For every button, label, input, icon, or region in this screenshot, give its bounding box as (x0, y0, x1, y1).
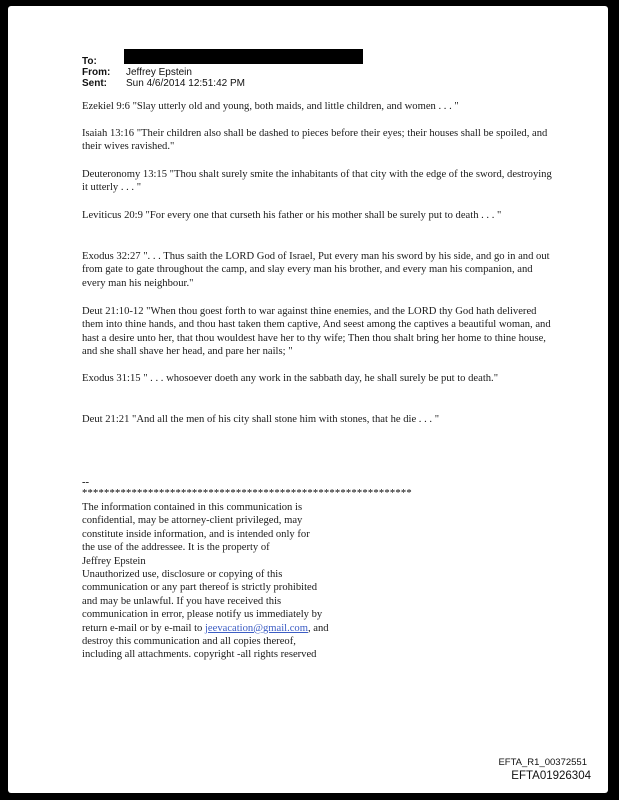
email-link[interactable]: jeevacation@gmail.com (204, 622, 308, 634)
disclaimer-line: destroy this communication and all copies thereof, (82, 636, 296, 648)
verse-deut-21-21: Deut 21:21 "And all the men of his city shall stone him with stones, that he die . . . " (82, 414, 440, 425)
disclaimer-line: Unauthorized use, disclosure or copying of this (82, 569, 283, 581)
disclaimer-line-email (82, 622, 372, 635)
verse-exodus-31: Exodus 31:15 " . . . whosoever doeth any work in the sabbath day, he shall surely be put to death." (82, 373, 499, 384)
signature-dash: -- (82, 477, 90, 488)
disclaimer-text: return e-mail or by e-mail to (82, 622, 205, 634)
document-page (8, 6, 608, 793)
disclaimer-line: and may be unlawful. If you have received this (82, 595, 282, 607)
verse-deuteronomy: Deuteronomy 13:15 "Thou shalt surely smite the inhabitants of that city with the edge of the sword, destroying it utterly . . . " (82, 169, 552, 194)
from-label: From: (82, 67, 111, 78)
disclaimer-line: The information contained in this communication is (82, 502, 303, 513)
verse-exodus-32: Exodus 32:27 ". . . Thus saith the LORD God of Israel, Put every man his sword by his side, and go in and out from gate to gate throughout the camp, and slay every man his brother, and every man his companion, and every man his neighbour." (82, 251, 550, 289)
verse-ezekiel: Ezekiel 9:6 "Slay utterly old and young, both maids, and little children, and women . . . " (82, 101, 459, 112)
disclaimer-text: , and (307, 622, 329, 634)
from-row (82, 67, 192, 78)
sent-label: Sent: (82, 78, 107, 89)
bates-id-2: EFTA01926304 (511, 770, 591, 782)
redaction-bar (124, 49, 363, 64)
sent-row (82, 78, 245, 89)
verse-deut-21-10: Deut 21:10-12 "When thou goest forth to war against thine enemies, and the LORD thy God hath delivered them into thine hands, and thou hast taken them captive, And seest among the captives a beautiful woman, and hast a desire unto her, that thou wouldest have her to thy wife; Then thou shalt bring her home to thine house, and she shall shave her head, and pare her nails; " (82, 306, 551, 358)
disclaimer-line: communication or any part thereof is strictly prohibited (82, 582, 318, 594)
disclaimer (82, 501, 372, 662)
to-label: To: (82, 56, 97, 67)
signature-stars: ************************************************************ (82, 488, 412, 499)
verse-isaiah: Isaiah 13:16 "Their children also shall be dashed to pieces before their eyes; their houses shall be spoiled, and their wives ravished." (82, 128, 548, 153)
disclaimer-line: constitute inside information, and is intended only for (82, 528, 310, 540)
from-value: Jeffrey Epstein (126, 67, 192, 78)
bates-id-1: EFTA_R1_00372551 (498, 757, 587, 768)
sent-value: Sun 4/6/2014 12:51:42 PM (126, 78, 245, 89)
disclaimer-line: including all attachments. copyright -all rights reserved (82, 649, 317, 661)
disclaimer-line: the use of the addressee. It is the property of (82, 542, 270, 554)
to-row (82, 56, 126, 67)
disclaimer-line: confidential, may be attorney-client privileged, may (82, 515, 303, 527)
disclaimer-line: communication in error, please notify us immediately by (82, 609, 323, 621)
verse-leviticus: Leviticus 20:9 "For every one that curseth his father or his mother shall be surely put to death . . . " (82, 210, 502, 221)
disclaimer-line: Jeffrey Epstein (82, 555, 146, 567)
